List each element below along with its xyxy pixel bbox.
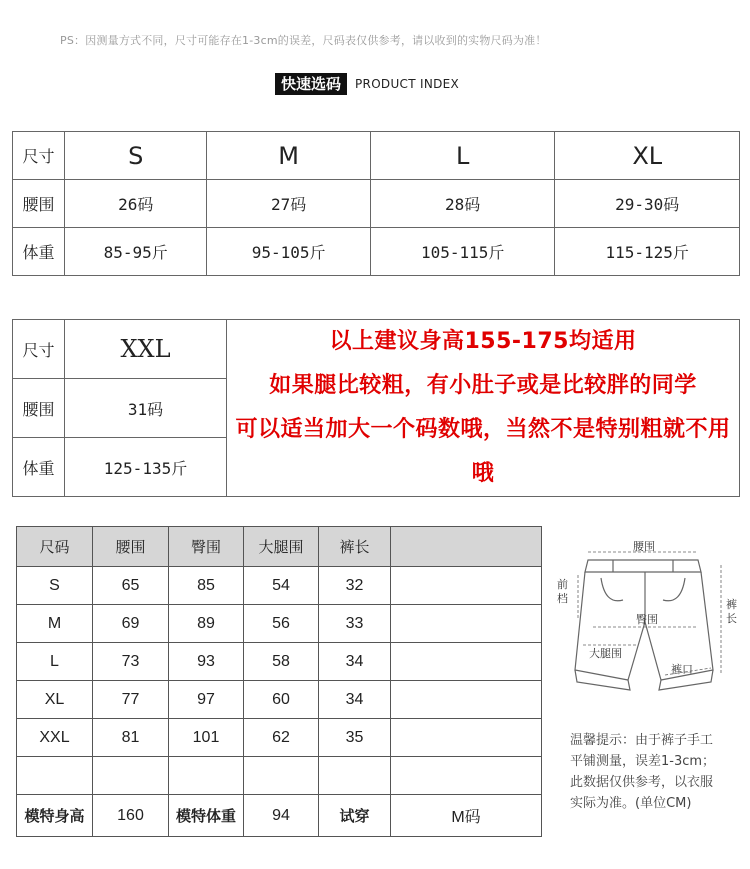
header-cell: 腰围 xyxy=(93,527,169,567)
model-height-label: 模特身高 xyxy=(17,795,93,837)
waist-cell: 31码 xyxy=(65,379,227,438)
table-cell: XXL xyxy=(17,719,93,757)
row-label-weight: 体重 xyxy=(13,228,65,276)
size-cell: L xyxy=(370,132,555,180)
table-cell: 34 xyxy=(319,681,391,719)
model-height-value: 160 xyxy=(93,795,169,837)
table-cell: 81 xyxy=(93,719,169,757)
table-cell xyxy=(244,757,319,795)
table-row xyxy=(13,132,740,180)
table-cell: 34 xyxy=(319,643,391,681)
waist-cell: 28码 xyxy=(370,180,555,228)
table-cell xyxy=(391,719,542,757)
table-cell xyxy=(169,757,244,795)
table-cell: 60 xyxy=(244,681,319,719)
table-cell: 69 xyxy=(93,605,169,643)
size-cell: M xyxy=(207,132,370,180)
table-cell: M xyxy=(17,605,93,643)
table-cell xyxy=(391,643,542,681)
table-row xyxy=(13,228,740,276)
diagram-label-waist: 腰围 xyxy=(633,540,655,553)
table-row xyxy=(17,757,542,795)
size-advice xyxy=(227,320,740,497)
quick-size-table-xxl xyxy=(12,319,740,497)
table-cell xyxy=(391,567,542,605)
table-cell: 33 xyxy=(319,605,391,643)
tip-line: 实际为准。(单位CM) xyxy=(570,796,692,811)
advice-line: 可以适当加大一个码数哦，当然不是特别粗就不用哦 xyxy=(235,417,731,486)
table-row xyxy=(13,180,740,228)
weight-cell: 95-105斤 xyxy=(207,228,370,276)
table-cell xyxy=(17,757,93,795)
size-disclaimer-note: PS：因测量方式不同，尺寸可能存在1-3cm的误差，尺码表仅供参考，请以收到的实物尺码为准！ xyxy=(60,34,547,47)
table-row xyxy=(17,605,542,643)
advice-line: 如果腿比较粗，有小肚子或是比较胖的同学 xyxy=(269,373,697,398)
try-on-label: 试穿 xyxy=(319,795,391,837)
table-cell: S xyxy=(17,567,93,605)
header-cell: 尺码 xyxy=(17,527,93,567)
table-cell xyxy=(391,757,542,795)
weight-cell: 115-125斤 xyxy=(555,228,740,276)
measurement-table xyxy=(16,526,542,837)
diagram-label-front-rise-2: 档 xyxy=(557,592,568,605)
row-label-size: 尺寸 xyxy=(13,132,65,180)
waist-cell: 26码 xyxy=(65,180,207,228)
table-cell: 77 xyxy=(93,681,169,719)
table-cell xyxy=(391,605,542,643)
diagram-label-hip: 臀围 xyxy=(636,613,658,626)
row-label-size: 尺寸 xyxy=(13,320,65,379)
advice-line: 以上建议身高155-175均适用 xyxy=(329,329,637,354)
product-index-cn: 快速选码 xyxy=(275,73,347,95)
header-cell: 大腿围 xyxy=(244,527,319,567)
quick-size-table xyxy=(12,131,740,276)
table-row xyxy=(17,567,542,605)
tip-line: 平铺测量，误差1-3cm； xyxy=(570,754,716,769)
table-row xyxy=(13,320,740,379)
table-header-row xyxy=(17,527,542,567)
table-cell: XL xyxy=(17,681,93,719)
row-label-waist: 腰围 xyxy=(13,180,65,228)
diagram-label-front-rise-1: 前 xyxy=(557,578,568,591)
try-on-value: M码 xyxy=(391,795,542,837)
shorts-measurement-diagram xyxy=(553,530,738,710)
table-cell: 35 xyxy=(319,719,391,757)
table-cell: 65 xyxy=(93,567,169,605)
measurement-tip xyxy=(570,730,740,814)
diagram-label-length-2: 长 xyxy=(726,612,737,625)
weight-cell: 85-95斤 xyxy=(65,228,207,276)
size-cell: XXL xyxy=(65,320,227,379)
product-index-en: PRODUCT INDEX xyxy=(355,77,460,91)
table-cell: 62 xyxy=(244,719,319,757)
table-cell: 73 xyxy=(93,643,169,681)
model-weight-value: 94 xyxy=(244,795,319,837)
table-cell xyxy=(93,757,169,795)
size-cell: XL xyxy=(555,132,740,180)
table-cell: 97 xyxy=(169,681,244,719)
header-cell: 裤长 xyxy=(319,527,391,567)
diagram-label-leg-opening: 裤口 xyxy=(671,663,693,676)
header-cell: 臀围 xyxy=(169,527,244,567)
row-label-weight: 体重 xyxy=(13,438,65,497)
diagram-label-length-1: 裤 xyxy=(726,598,737,611)
size-cell: S xyxy=(65,132,207,180)
tip-line: 温馨提示：由于裤子手工 xyxy=(570,733,714,748)
table-row xyxy=(17,681,542,719)
weight-cell: 105-115斤 xyxy=(370,228,555,276)
table-cell: 58 xyxy=(244,643,319,681)
tip-line: 此数据仅供参考，以衣服 xyxy=(570,775,714,790)
table-cell: 56 xyxy=(244,605,319,643)
table-cell: 54 xyxy=(244,567,319,605)
table-cell: 89 xyxy=(169,605,244,643)
header-cell xyxy=(391,527,542,567)
model-weight-label: 模特体重 xyxy=(169,795,244,837)
table-row xyxy=(17,719,542,757)
table-cell xyxy=(319,757,391,795)
table-row xyxy=(17,643,542,681)
waist-cell: 29-30码 xyxy=(555,180,740,228)
table-cell: L xyxy=(17,643,93,681)
table-cell xyxy=(391,681,542,719)
diagram-label-thigh: 大腿围 xyxy=(589,647,622,660)
product-index-header xyxy=(275,73,459,95)
table-cell: 32 xyxy=(319,567,391,605)
waist-cell: 27码 xyxy=(207,180,370,228)
table-cell: 101 xyxy=(169,719,244,757)
model-info-row xyxy=(17,795,542,837)
weight-cell: 125-135斤 xyxy=(65,438,227,497)
table-cell: 85 xyxy=(169,567,244,605)
table-cell: 93 xyxy=(169,643,244,681)
row-label-waist: 腰围 xyxy=(13,379,65,438)
